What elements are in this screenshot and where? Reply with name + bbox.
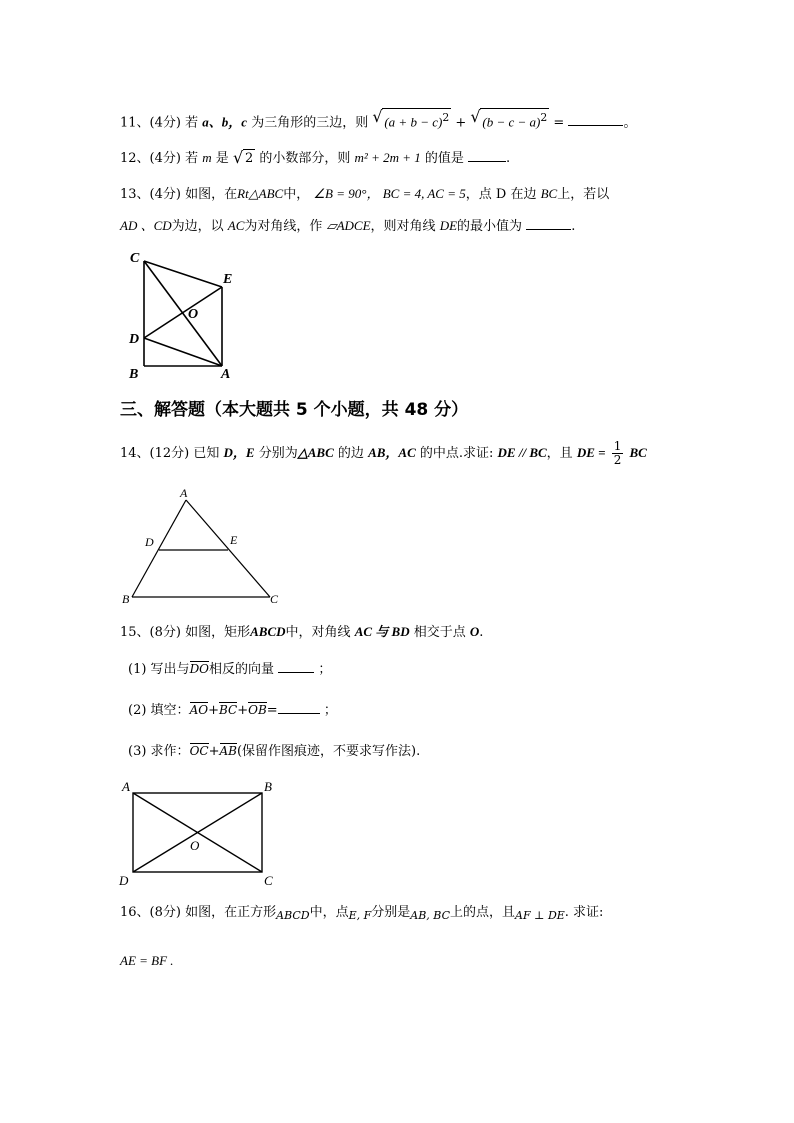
label-O: O — [190, 838, 200, 853]
question-16-line-2: AE = BF . — [120, 953, 174, 968]
sqrt-2: √ 2 — [232, 148, 254, 167]
vector-OB: OB — [248, 703, 267, 717]
question-12: 12、(4分) 若 m 是 √ 2 的小数部分，则 m² + 2m + 1 的值是 . — [120, 148, 511, 167]
section-heading: 三、解答题（本大题共 5 个小题，共 48 分） — [120, 400, 469, 420]
label-E: E — [223, 272, 233, 287]
vector-AO: AO — [189, 703, 209, 717]
q15-number: 15、(8分) — [120, 625, 181, 640]
label-B: B — [264, 779, 272, 794]
question-15-part-2: (2) 填空：AO+BC+OB= ； — [128, 699, 337, 721]
sqrt-expression-1: √ $(a + b - c)^2$ — [372, 107, 450, 130]
question-15: 15、(8分) 如图，矩形ABCD中，对角线 AC 与 BD 相交于点 O. — [120, 624, 484, 640]
label-O: O — [188, 307, 199, 322]
label-C: C — [264, 873, 273, 888]
label-B: B — [129, 367, 139, 382]
question-16: 16、(8分) 如图，在正方形$_{ABCD}$中，点$_{E, F}$分别是$_{AB, BC}$上的点，且$_{AF \perp DE}$. 求证: — [120, 905, 604, 922]
label-C: C — [270, 592, 279, 606]
question-14: 14、(12分) 已知 D，E 分别为△ABC 的边 AB，AC 的中点.求证: DE // BC，且 DE = $\frac{1}{2}$ BC — [120, 439, 647, 467]
q14-number: 14、(12分) — [120, 446, 190, 461]
vector-DO: DO — [189, 662, 210, 676]
vector-OC: OC — [189, 744, 209, 758]
label-D: D — [129, 332, 140, 347]
label-A: A — [221, 367, 231, 382]
question-15-part-3: (3) 求作：OC+AB(保留作图痕迹，不要求写作法). — [128, 744, 421, 759]
label-A: A — [122, 779, 130, 794]
q12-number: 12、(4分) — [120, 151, 181, 166]
vector-AB: AB — [219, 744, 237, 758]
q16-number: 16、(8分) — [120, 905, 181, 920]
question-13-line-1: 13、(4分) 如图，在Rt△ABC中， ∠B = 90°， BC = 4, AC = 5，点 D 在边 BC上，若以 — [120, 186, 610, 202]
q12-expression: m² + 2m + 1 — [354, 150, 421, 165]
fraction-one-half: $\frac{1}{2}$ — [613, 439, 622, 467]
question-11: 11、(4分) 若 a、b，c 为三角形的三边，则 √ $(a + b - c)^2$ + √ $(b - c - a)^2$ = 。 — [120, 108, 636, 133]
label-E: E — [230, 533, 238, 547]
label-C: C — [130, 251, 140, 266]
question-13-line-2: AD 、CD为边，以 AC为对角线，作 ▱ADCE，则对角线 DE的最小值为 . — [120, 218, 576, 234]
question-15-part-1: (1) 写出与DO相反的向量 ； — [128, 658, 331, 680]
label-B: B — [122, 592, 130, 606]
vector-BC: BC — [218, 703, 238, 717]
q13-number: 13、(4分) — [120, 187, 181, 202]
label-A: A — [180, 486, 188, 500]
label-D: D — [145, 535, 154, 549]
q11-number: 11、(4分) — [120, 115, 181, 131]
label-D: D — [119, 873, 129, 888]
sqrt-expression-2: √ $(b - c - a)^2$ — [470, 107, 548, 130]
